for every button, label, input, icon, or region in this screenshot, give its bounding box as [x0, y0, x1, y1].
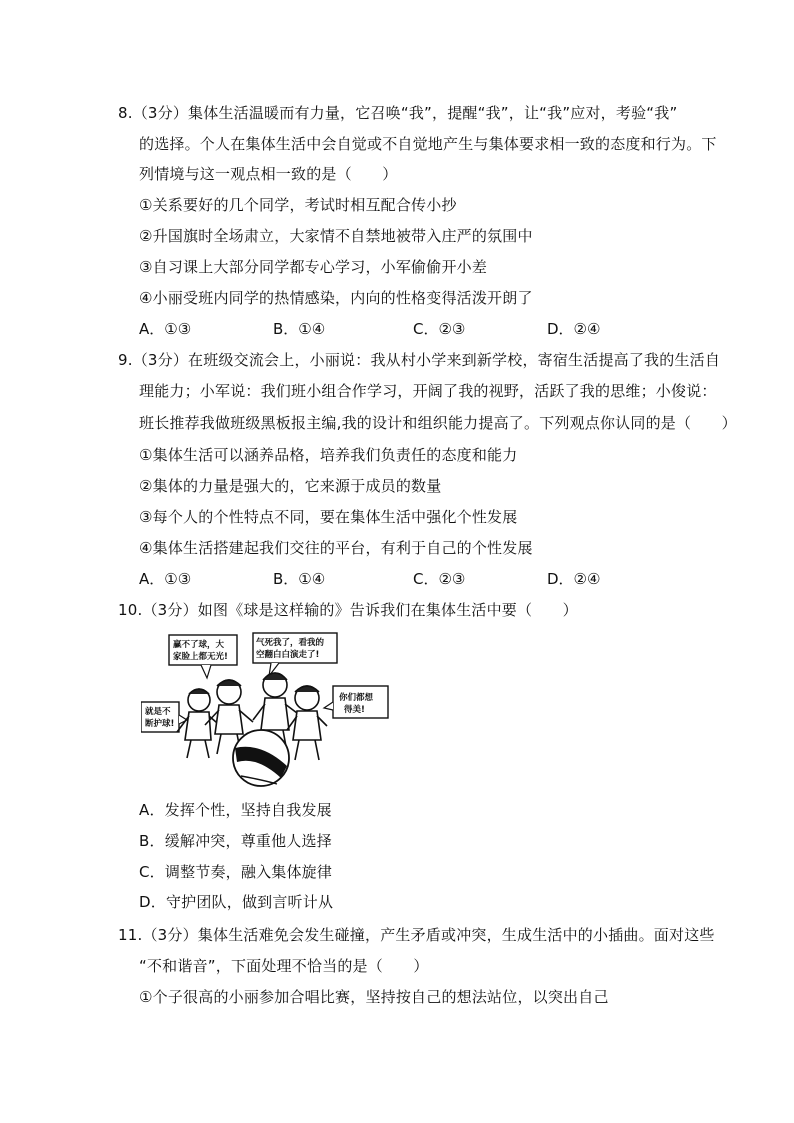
q9-choice-d[interactable]: D．②④: [547, 570, 601, 588]
q9-choice-a[interactable]: A．①③: [139, 570, 192, 588]
q9-statement-4: ④集体生活搭建起我们交往的平台，有利于自己的个性发展: [139, 539, 533, 557]
ball-icon: [233, 730, 289, 786]
q9-statement-3: ③每个人的个性特点不同，要在集体生活中强化个性发展: [139, 508, 518, 526]
q8-statement-2: ②升国旗时全场肃立，大家情不自禁地被带入庄严的氛围中: [139, 227, 533, 245]
q8-stem-line-2: 的选择。个人在集体生活中会自觉或不自觉地产生与集体要求相一致的态度和行为。下: [139, 135, 717, 153]
q8-choice-b[interactable]: B．①④: [273, 320, 326, 338]
q11-stem-line-1: 11.（3分）集体生活难免会发生碰撞，产生矛盾或冲突，生成生活中的小插曲。面对这些: [118, 926, 715, 944]
q9-choice-b[interactable]: B．①④: [273, 570, 326, 588]
q10-option-c[interactable]: C．调整节奏，融入集体旋律: [139, 863, 333, 881]
q9-statement-1: ①集体生活可以涵养品格，培养我们负责任的态度和能力: [139, 446, 518, 464]
q8-stem-line-3: 列情境与这一观点相一致的是（ ）: [139, 165, 398, 183]
bubble-4-text-2: 断护球!: [145, 719, 175, 729]
bubble-4-text-1: 就是不: [145, 707, 171, 717]
q8-choice-c[interactable]: C．②③: [413, 320, 466, 338]
q10-stem: 10.（3分）如图《球是这样输的》告诉我们在集体生活中要（ ）: [118, 601, 578, 619]
bubble-3-text-2: 得美!: [344, 705, 365, 715]
q11-statement-1: ①个子很高的小丽参加合唱比赛，坚持按自己的想法站位，以突出自己: [139, 988, 609, 1006]
bubble-2-text-1: 气死我了，看我的: [256, 638, 325, 648]
cartoon-figure: [141, 630, 391, 790]
q8-choice-d[interactable]: D．②④: [547, 320, 601, 338]
q8-statement-1: ①关系要好的几个同学，考试时相互配合传小抄: [139, 196, 457, 214]
bubble-1-text-2: 家脸上都无光!: [173, 652, 228, 662]
q11-stem-line-2: “不和谐音”，下面处理不恰当的是（ ）: [139, 957, 429, 975]
bubble-3-text-1: 你们都想: [339, 693, 374, 703]
q8-statement-4: ④小丽受班内同学的热情感染，内向的性格变得活泼开朗了: [139, 289, 533, 307]
q9-choice-c[interactable]: C．②③: [413, 570, 466, 588]
q9-statement-2: ②集体的力量是强大的，它来源于成员的数量: [139, 477, 442, 495]
q8-statement-3: ③自习课上大部分同学都专心学习，小军偷偷开小差: [139, 258, 488, 276]
q9-stem-line-2: 理能力；小军说：我们班小组合作学习，开阔了我的视野，活跃了我的思维；小俊说：: [139, 382, 717, 400]
q10-option-d[interactable]: D．守护团队，做到言听计从: [139, 893, 334, 911]
q9-stem-line-1: 9.（3分）在班级交流会上，小丽说：我从村小学来到新学校，寄宿生活提高了我的生活自: [118, 351, 721, 369]
q8-choice-a[interactable]: A．①③: [139, 320, 192, 338]
bubble-2-text-2: 空翻白白演走了!: [256, 650, 320, 660]
q9-stem-line-3: 班长推荐我做班级黑板报主编,我的设计和组织能力提高了。下列观点你认同的是（ ）: [139, 414, 737, 432]
q8-stem-line-1: 8.（3分）集体生活温暖而有力量，它召唤“我”，提醒“我”，让“我”应对，考验“我”: [118, 104, 678, 122]
q10-option-b[interactable]: B．缓解冲突，尊重他人选择: [139, 832, 332, 850]
q10-option-a[interactable]: A．发挥个性，坚持自我发展: [139, 801, 332, 819]
bubble-1-text-1: 赢不了球，大: [173, 640, 225, 650]
